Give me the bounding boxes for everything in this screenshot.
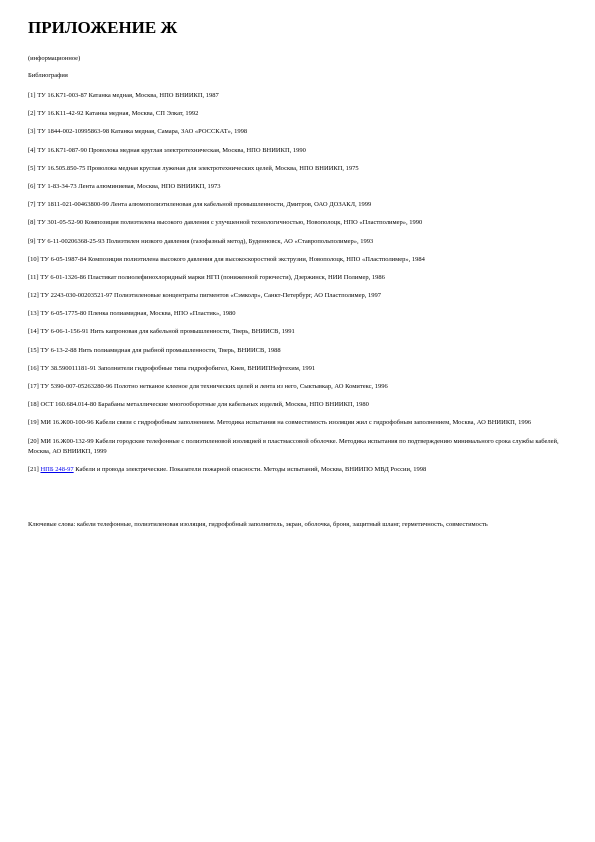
- reference-item: [13] ТУ 6-05-1775-80 Пленка полиамидная, Москва, НПО «Пластик», 1980: [28, 310, 236, 318]
- reference-item: [14] ТУ 6-06-1-156-91 Нить капроновая для кабельной промышленности, Тверь, ВНИИСВ, 1991: [28, 328, 295, 336]
- bibliography-heading: Библиография: [28, 72, 68, 79]
- reference-list: [28, 91, 568, 475]
- keywords-paragraph: Ключевые слова: кабели телефонные, полиэтиленовая изоляция, гидрофобный заполнитель, экран, оболочка, броня, защитный шланг, герметичность, совместимость: [28, 520, 488, 528]
- reference-item: [20] МИ 16.Ж00-132-99 Кабели городские телефонные с полиэтиленовой изоляцией в пластмассовой оболочке. Методика испытания по подтверждению минимального срока службы кабелей, Москва, АО ВНИИКП, 1999: [28, 437, 559, 455]
- document-page: [28, 18, 568, 530]
- reference-item: [3] ТУ 1844-002-10995863-98 Катанка медная, Самара, ЗАО «РОССКАТ», 1998: [28, 128, 248, 136]
- reference-item: [5] ТУ 16.505.850-75 Проволока медная круглая луженая для электротехнических целей, Москва, НПО ВНИИКП, 1975: [28, 164, 359, 172]
- reference-item: [12] ТУ 2243-030-00203521-97 Полиэтиленовые концентраты пигментов «Сэмколр», Санкт-Петербург, АО Пластполимер, 1997: [28, 292, 382, 300]
- reference-item: [15] ТУ 6-13-2-88 Нить полиамидная для рыбной промышленности, Тверь, ВНИИСВ, 1988: [28, 346, 281, 354]
- reference-item: [2] ТУ 16.К11-42-92 Катанка медная, Москва, СП Элкат, 1992: [28, 110, 199, 118]
- reference-item: [8] ТУ 301-05-52-90 Композиция полиэтилена высокого давления с улучшенной технологичностью, Новополоцк, НПО «Пластполимер», 1990: [28, 219, 423, 227]
- reference-item-npb: [28, 465, 568, 475]
- reference-text: Кабели и провода электрические. Показатели пожарной опасности. Методы испытаний, Москва, ВНИИПО МВД России, 1998: [73, 465, 427, 473]
- reference-item: [11] ТУ 6-01-1326-86 Пластикат полиолефинохлоридный марки НГП (пониженной горючести), Дзержинск, НИИ Полимер, 1986: [28, 273, 385, 281]
- appendix-note: (информационное): [28, 55, 81, 62]
- reference-item: [16] ТУ 38.590011181-91 Заполнители гидрофобные типа гидрофобигел, Киев, ВНИИПНефтехим, 1991: [28, 364, 316, 372]
- reference-item: [18] ОСТ 160.684.014-80 Барабаны металлические многооборотные для кабельных изделий, Москва, НПО ВНИИКП, 1980: [28, 401, 369, 409]
- reference-number: [21]: [28, 465, 41, 473]
- reference-item: [7] ТУ 1811-021-00463800-99 Лента алюмополиэтиленовая для кабельной промышленности, Дмитров, ОАО ДОЗАКЛ, 1999: [28, 201, 372, 209]
- reference-item: [17] ТУ 5390-007-05263280-96 Полотно нетканое клееное для технических целей и лента из него, Сыктывкар, АО Комитекс, 1996: [28, 383, 388, 390]
- npb-248-97-link[interactable]: НПБ 248-97: [40, 465, 74, 473]
- reference-item: [4] ТУ 16.К71-087-90 Проволока медная круглая электротехническая, Москва, НПО ВНИИКП, 1990: [28, 146, 306, 154]
- reference-item: [9] ТУ 6-11-00206368-25-93 Полиэтилен низкого давления (газофазный метод), Буденновск, АО «Ставропольполимер», 1993: [28, 237, 374, 245]
- reference-item: [10] ТУ 6-05-1987-84 Композиция полиэтилена высокого давления для высокоскоростной экструзии, Новополоцк, НПО «Пластполимер», 1984: [28, 255, 425, 263]
- reference-item: [6] ТУ 1-83-34-73 Лента алюминиевая, Москва, НПО ВНИИКП, 1973: [28, 182, 221, 190]
- appendix-title: ПРИЛОЖЕНИЕ Ж: [28, 18, 178, 37]
- reference-item: [1] ТУ 16.К71-003-87 Катанка медная, Москва, НПО ВНИИКП, 1987: [28, 92, 219, 99]
- reference-item: [19] МИ 16.Ж00-100-96 Кабели связи с гидрофобным заполнением. Методика испытания на совместимость изоляции жил с гидрофобным заполнением, Москва, АО ВНИИКП, 1996: [28, 419, 532, 427]
